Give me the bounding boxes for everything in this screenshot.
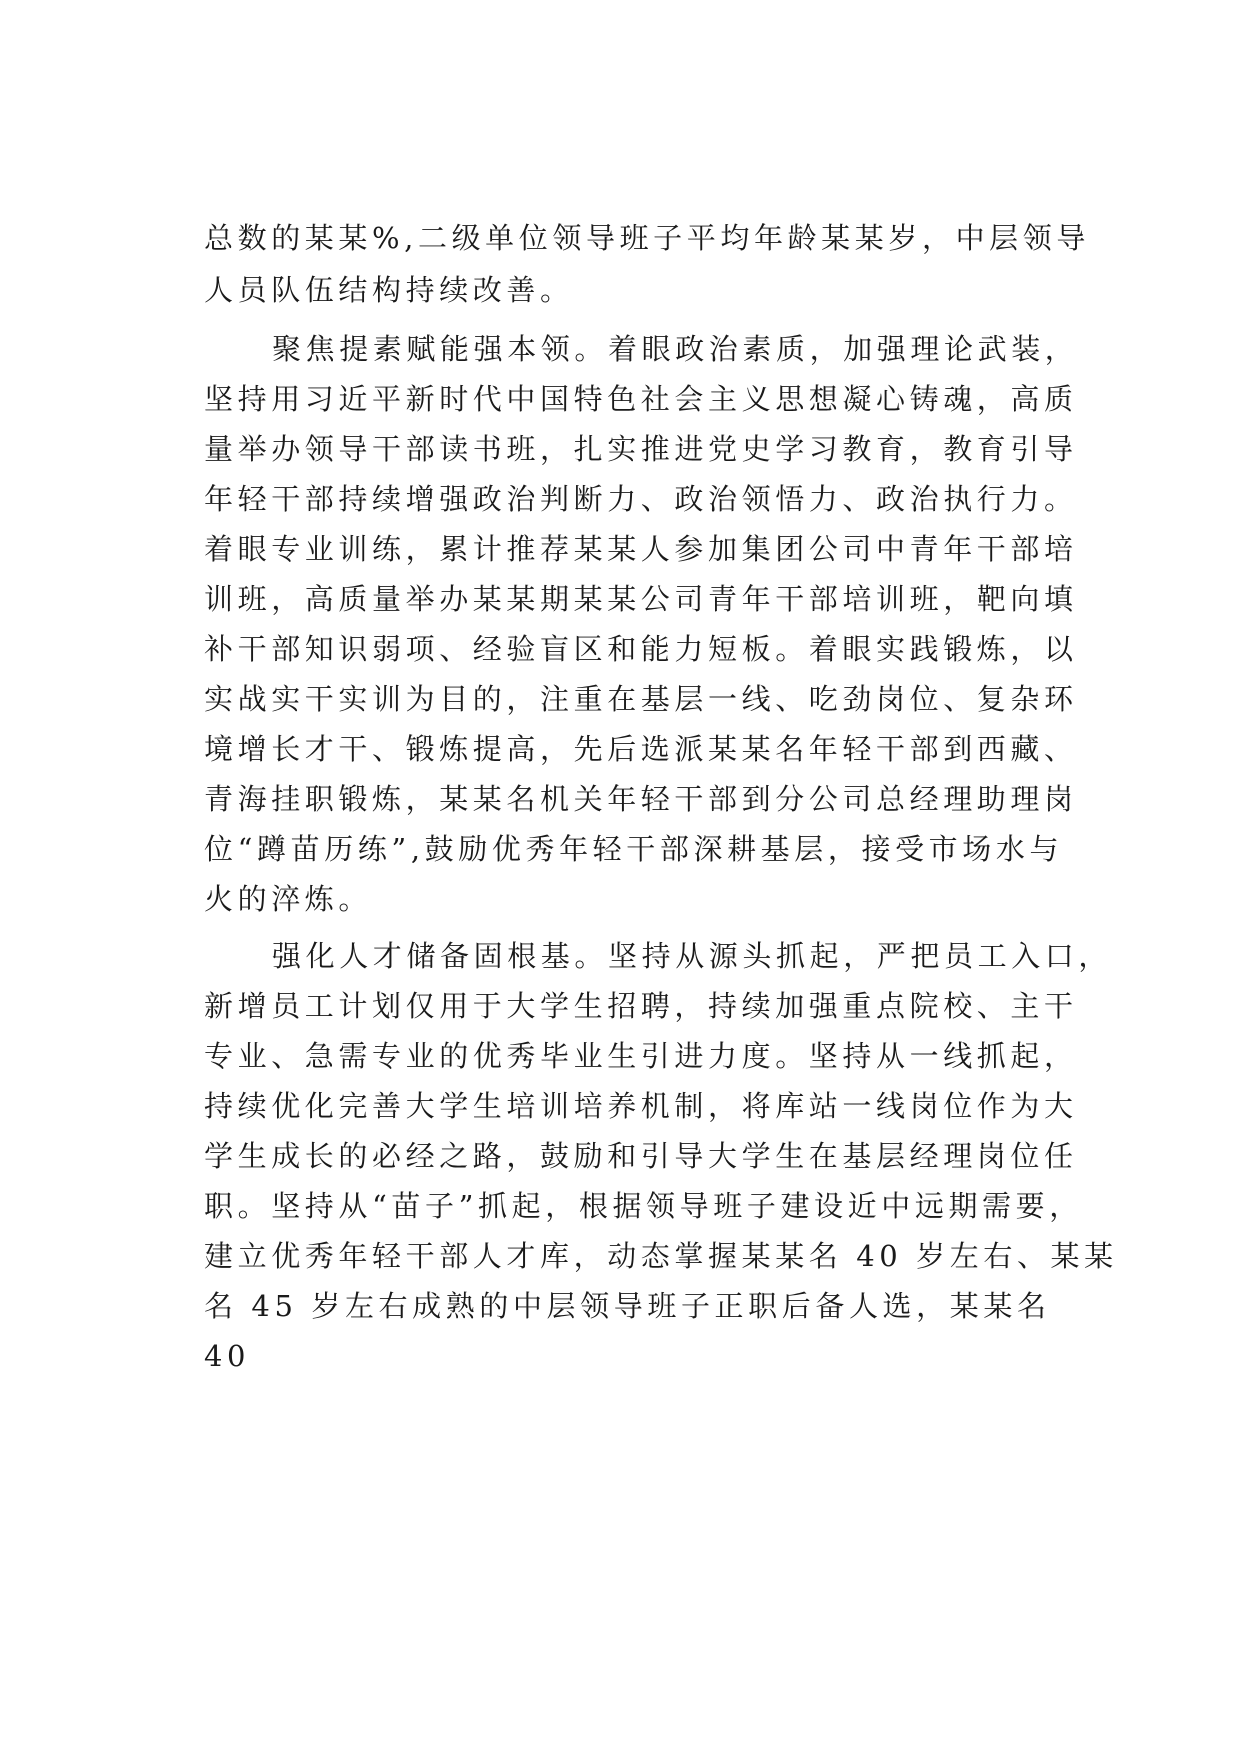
text-line: 境增长才干、锻炼提高，先后选派某某名年轻干部到西藏、 [204,732,1078,766]
text-line: 着眼专业训练，累计推荐某某人参加集团公司中青年干部培 [204,532,1078,566]
text-line: 年轻干部持续增强政治判断力、政治领悟力、政治执行力。 [204,482,1078,516]
text-line: 强化人才储备固根基。坚持从源头抓起，严把员工入口， [272,939,1113,973]
text-line: 学生成长的必经之路，鼓励和引导大学生在基层经理岗位任 [204,1139,1078,1173]
text-line: 职。坚持从“苗子”抓起，根据领导班子建设近中远期需要， [204,1189,1083,1223]
paragraph-3 [204,931,1118,1381]
paragraph-1 [204,213,1090,315]
text-line: 人员队伍结构持续改善。 [204,273,574,307]
text-line: 40 [204,1339,251,1373]
text-line: 建立优秀年轻干部人才库，动态掌握某某名 40 岁左右、某某 [204,1239,1118,1273]
text-line: 训班，高质量举办某某期某某公司青年干部培训班，靶向填 [204,582,1078,616]
text-line: 位“蹲苗历练”,鼓励优秀年轻干部深耕基层，接受市场水与 [204,832,1064,866]
text-line: 新增员工计划仅用于大学生招聘，持续加强重点院校、主干 [204,989,1078,1023]
text-line: 总数的某某%,二级单位领导班子平均年龄某某岁，中层领导 [204,221,1090,255]
paragraph-2 [204,324,1079,924]
text-line: 聚焦提素赋能强本领。着眼政治素质，加强理论武装， [272,332,1079,366]
text-line: 火的淬炼。 [204,882,373,916]
text-line: 专业、急需专业的优秀毕业生引进力度。坚持从一线抓起， [204,1039,1078,1073]
text-line: 青海挂职锻炼，某某名机关年轻干部到分公司总经理助理岗 [204,782,1078,816]
text-line: 量举办领导干部读书班，扎实推进党史学习教育，教育引导 [204,432,1078,466]
text-line: 坚持用习近平新时代中国特色社会主义思想凝心铸魂，高质 [204,382,1078,416]
text-line: 补干部知识弱项、经验盲区和能力短板。着眼实践锻炼，以 [204,632,1078,666]
document-body [204,213,1118,1381]
text-line: 实战实干实训为目的，注重在基层一线、吃劲岗位、复杂环 [204,682,1078,716]
text-line: 名 45 岁左右成熟的中层领导班子正职后备人选，某某名 [204,1289,1051,1323]
text-line: 持续优化完善大学生培训培养机制，将库站一线岗位作为大 [204,1089,1078,1123]
